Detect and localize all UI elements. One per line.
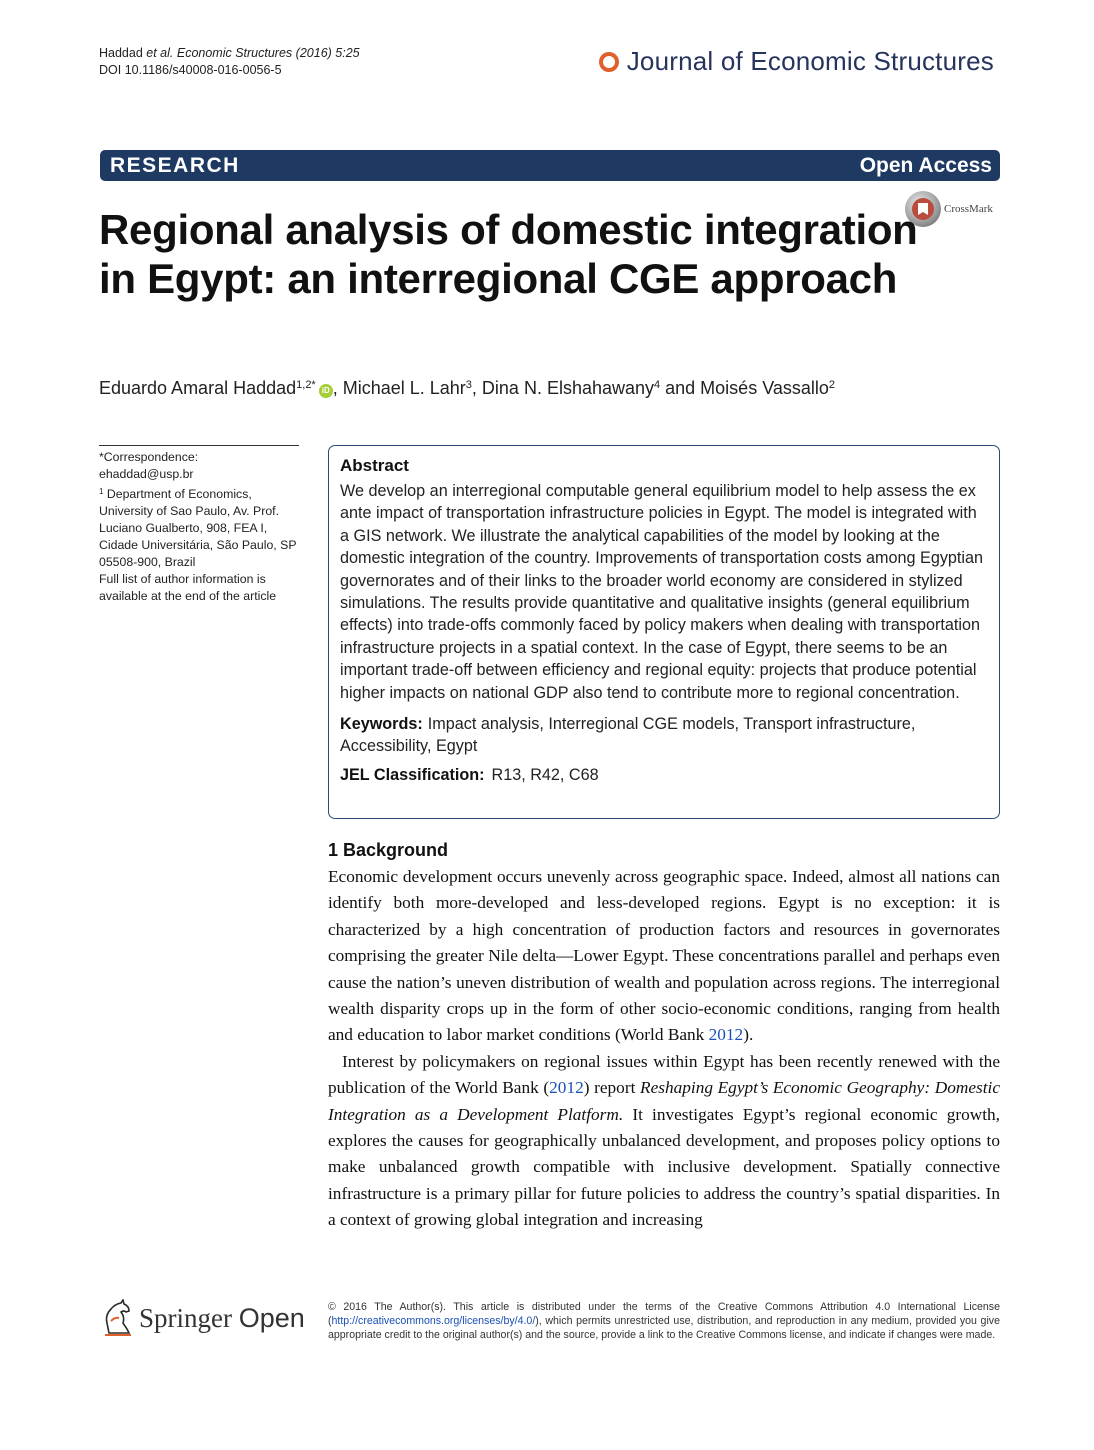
jel-label: JEL Classification:	[340, 765, 485, 784]
correspondence-label: *Correspondence:	[99, 450, 199, 464]
keywords	[340, 713, 988, 758]
citation-author: Haddad	[99, 46, 143, 60]
author-affil-sup: 1,2*	[296, 379, 316, 391]
citation-journal: et al. Economic Structures	[146, 46, 293, 60]
citation-header	[99, 45, 360, 79]
crossmark-label: CrossMark	[944, 203, 993, 215]
journal-brand[interactable]	[599, 46, 994, 77]
springer-wordmark: Springer Open	[139, 1302, 305, 1333]
affiliation-text: Department of Economics, University of Sao Paulo, Av. Prof. Luciano Gualberto, 908, FEA I, Cidade Universitária, São Paulo, SP 05508-900, Brazil	[99, 487, 297, 569]
author-affil-sup: 3	[465, 379, 472, 391]
author-affil-sup: 4	[654, 379, 661, 391]
citation-link[interactable]: 2012	[708, 1025, 744, 1045]
orcid-icon[interactable]: iD	[319, 384, 333, 398]
license-notice: © 2016 The Author(s). This article is distributed under the terms of the Creative Commons Attribution 4.0 International License (http://creativecommons.org/licenses/by/4.0/), which permits unrestricted use, distribution, and reproduction in any medium, provided you give appropriate credit to the original author(s) and the source, provide a link to the Creative Commons license, and indicate if changes were made.	[328, 1301, 1000, 1341]
citation-volume: (2016) 5:25	[295, 46, 360, 60]
citation-link[interactable]: 2012	[549, 1078, 584, 1098]
abstract-text: We develop an interregional computable general equilibrium model to help assess the ex ante impact of transportation infrastructure policies in Egypt. The model is integrated with a GIS network. We illustrate the analytical capabilities of the model by looking at the domestic integration of the country. Improvements of transportation costs among Egyptian governorates and of their links to the broader world economy are considered in stylized simulations. The results provide quantitative and qualitative insights (general equilibrium effects) into trade-offs commonly faced by policy makers when dealing with transportation infrastructure projects in a spatial context. In the case of Egypt, there seems to be an important trade-off between efficiency and regional equity: projects that produce potential higher impacts on national GDP also tend to contribute more to regional concentration.	[340, 482, 984, 702]
article-type: RESEARCH	[110, 153, 240, 177]
affiliation-sup: 1	[99, 487, 104, 496]
author-name[interactable]: Eduardo Amaral Haddad	[99, 378, 297, 398]
author-name[interactable]: , Dina N. Elshahawany	[471, 378, 655, 398]
affiliation	[99, 483, 299, 571]
author-name[interactable]: and Moisés Vassallo	[660, 378, 829, 398]
correspondence-email[interactable]: ehaddad@usp.br	[99, 467, 194, 481]
springer-open-logo[interactable]	[101, 1299, 305, 1337]
author-affil-sup: 2	[828, 379, 836, 391]
citation-line	[99, 45, 360, 62]
open-access-label: Open Access	[859, 153, 992, 177]
body-text	[328, 864, 1000, 1234]
abstract-box	[328, 445, 1000, 819]
author-info-sidebar	[99, 445, 299, 605]
jel-codes: R13, R42, C68	[491, 765, 599, 784]
report-title: Reshaping Egypt’s Economic Geography: Domestic Integration as a Development Platform.	[328, 1078, 1000, 1124]
author-name[interactable]: , Michael L. Lahr	[332, 378, 466, 398]
keywords-text: Impact analysis, Interregional CGE models, Transport infrastructure, Accessibility, Egypt	[340, 715, 916, 756]
keywords-label: Keywords:	[340, 715, 423, 734]
article-type-banner	[100, 150, 1000, 181]
section-heading: 1 Background	[328, 840, 449, 860]
journal-logo-icon	[599, 52, 619, 72]
license-link[interactable]: http://creativecommons.org/licenses/by/4.0/	[331, 1314, 536, 1327]
doi[interactable]: DOI 10.1186/s40008-016-0056-5	[99, 63, 282, 77]
article-title: Regional analysis of domestic integration in Egypt: an interregional CGE approach	[99, 206, 918, 302]
paragraph: Interest by policymakers on regional issues within Egypt has been recently renewed with the publication of the World Bank (2012) report Reshaping Egypt’s Economic Geography: Domestic Integration as a Development Platform. It investigates Egypt’s regional economic growth, explores the causes for geographically unbalanced development, and proposes policy options to make unbalanced growth compatible with inclusive development. Spatially connective infrastructure is a primary pillar for future policies to address the country’s spatial disparities. In a context of growing global integration and increasing	[328, 1051, 1000, 1230]
paragraph: Economic development occurs unevenly across geographic space. Indeed, almost all nations can identify both more-developed and less-developed regions. Egypt is no exception: it is characterized by a high concentration of production factors and resources in governorates comprising the greater Nile delta—Lower Egypt. These concentrations parallel and perhaps even cause the nation’s uneven distribution of wealth and population across regions. The interregional wealth disparity crops up in the form of other socio-economic conditions, ranging from health and education to labor market conditions (World Bank 2012).	[328, 867, 1000, 1045]
springer-horse-icon	[101, 1299, 133, 1337]
full-author-info-note: Full list of author information is available at the end of the article	[99, 572, 277, 603]
jel-classification	[340, 766, 988, 785]
author-list	[99, 378, 835, 399]
journal-name: Journal of Economic Structures	[626, 46, 994, 76]
abstract-heading: Abstract	[340, 456, 409, 475]
